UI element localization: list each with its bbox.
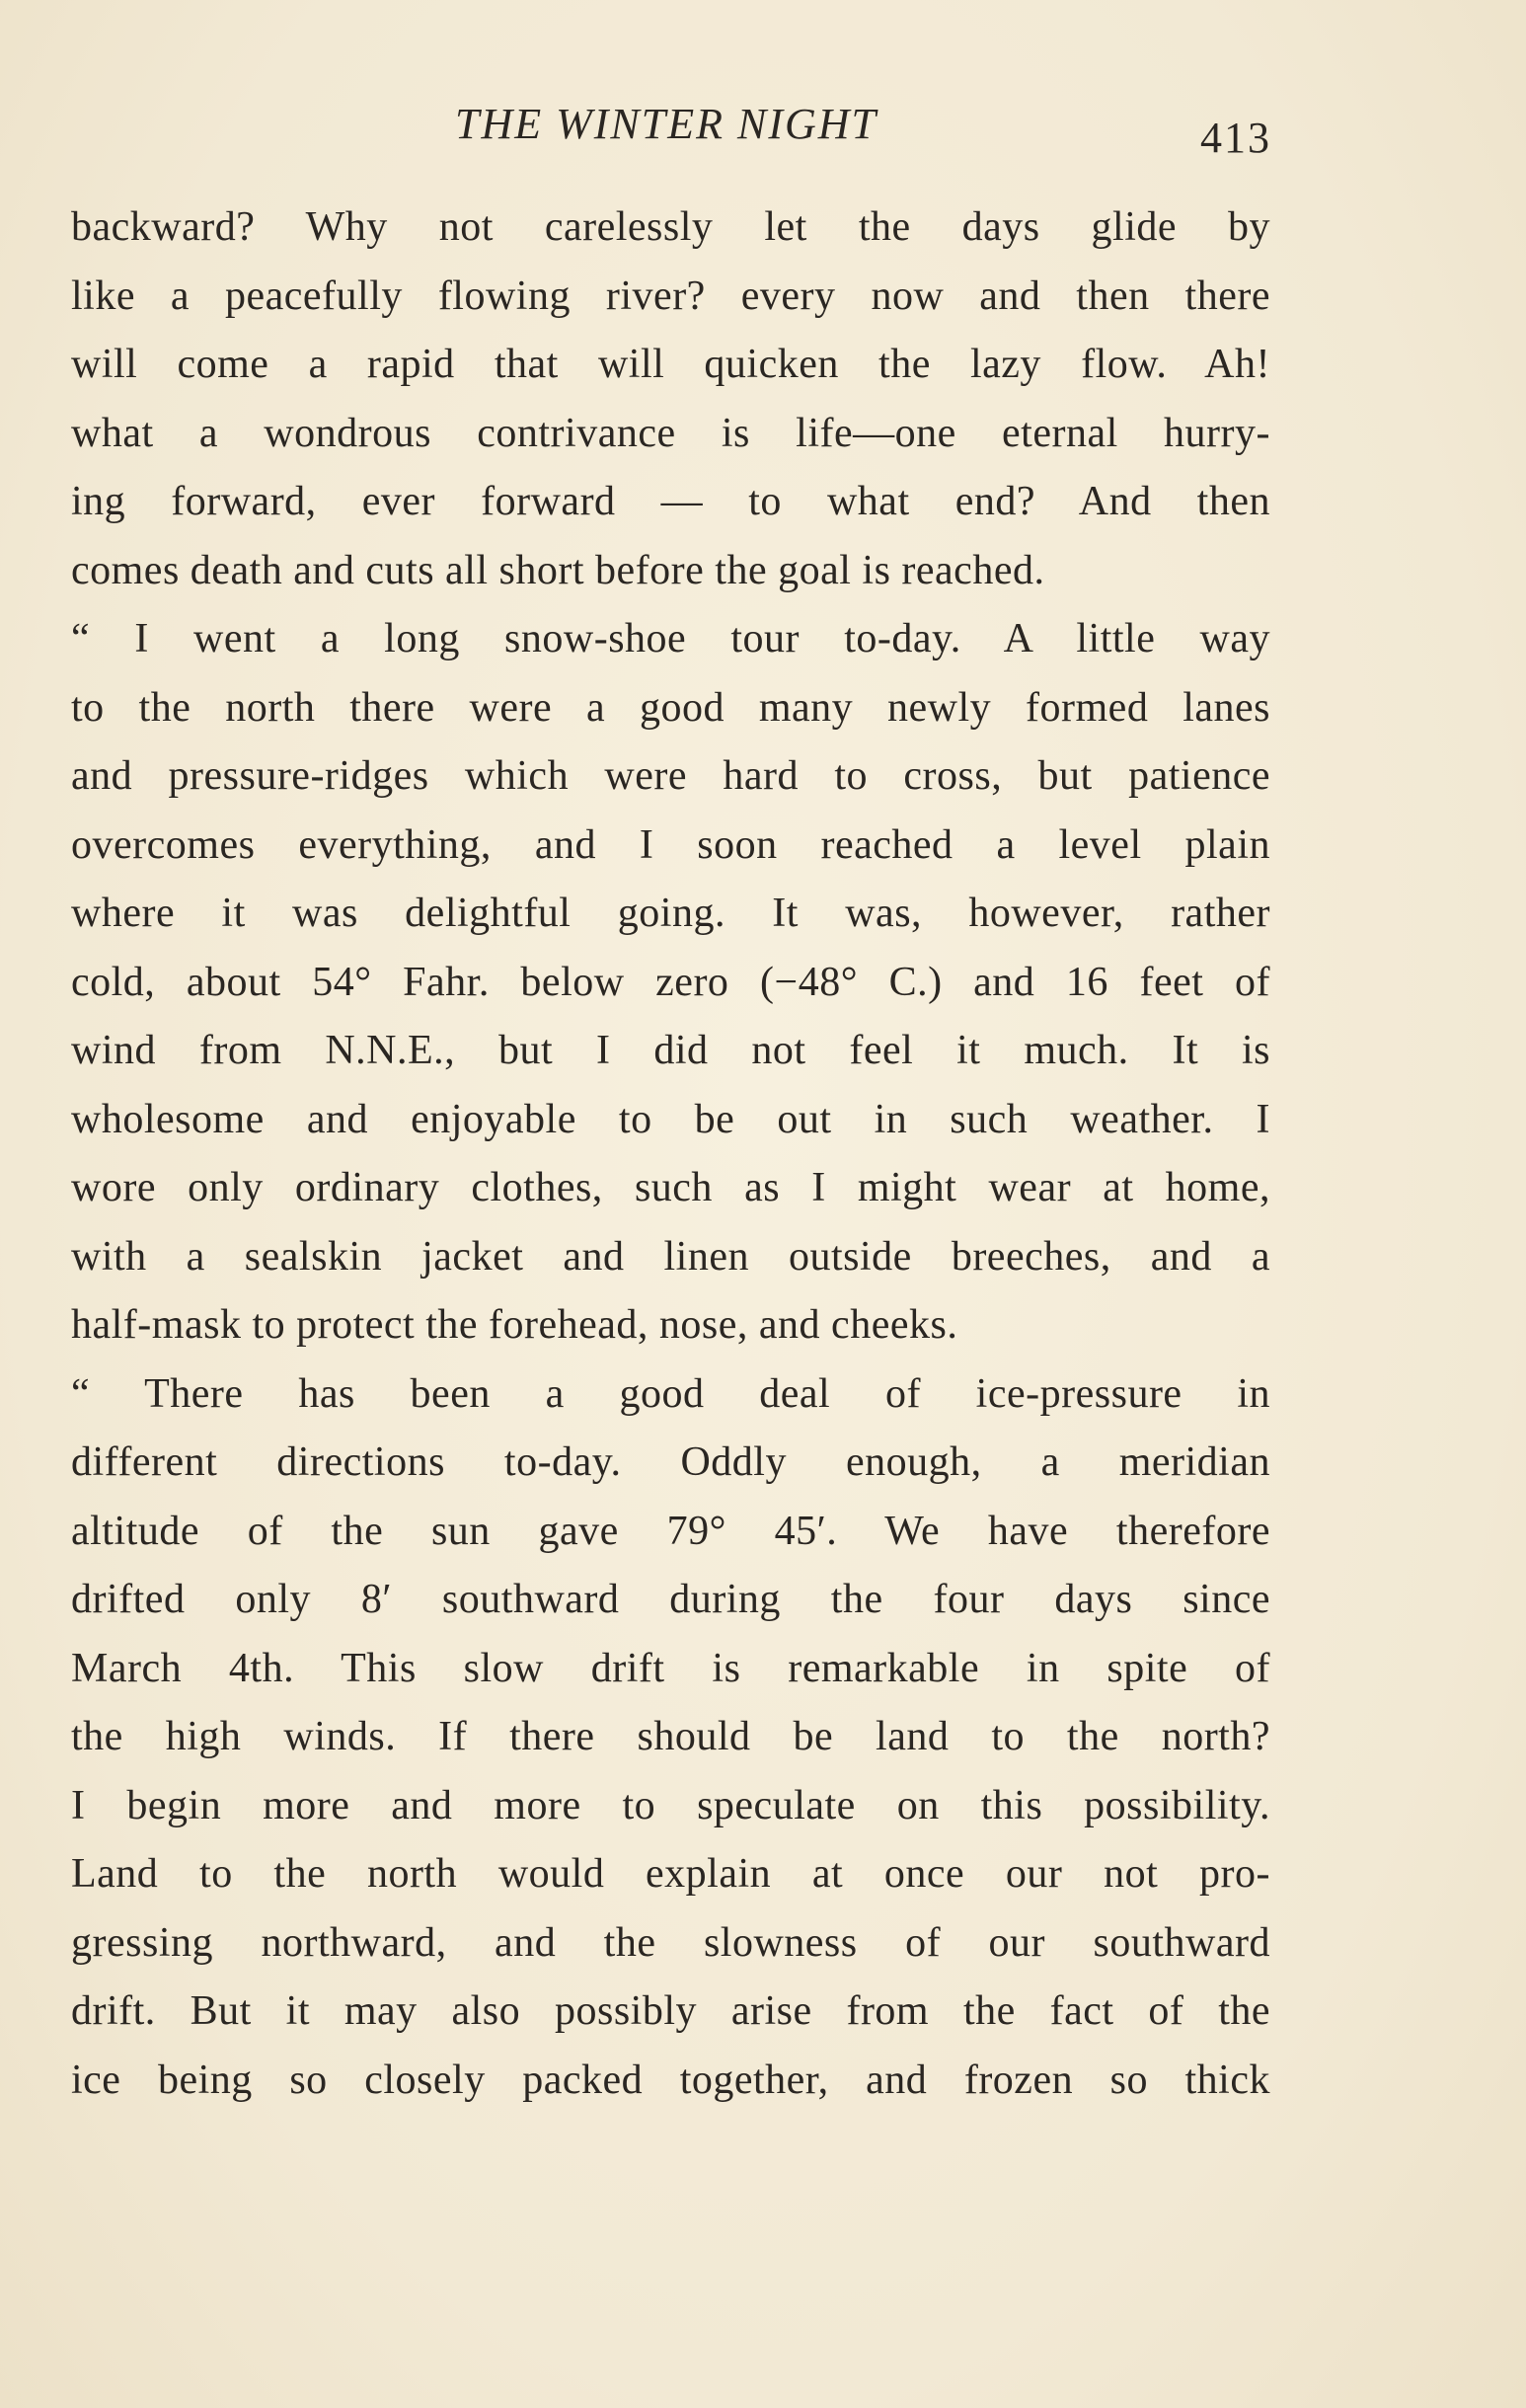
running-head (69, 99, 1271, 162)
text-line: drifted only 8′ southward during the four days since (71, 1577, 1270, 1622)
text-line: to the north there were a good many newly formed lanes (71, 684, 1270, 731)
text-line: I begin more and more to speculate on this possibility. (71, 1782, 1270, 1828)
text-line: ing forward, ever forward — to what end? And then (71, 479, 1270, 524)
text-line: “ There has been a good deal of ice-pressure in (71, 1370, 1270, 1417)
text-line: like a peacefully flowing river? every now and then there (71, 272, 1270, 319)
text-line: overcomes everything, and I soon reached a level plain (71, 821, 1270, 868)
text-line: different directions to-day. Oddly enough, a meridian (71, 1439, 1270, 1485)
text-line: wore only ordinary clothes, such as I might wear at home, (71, 1165, 1270, 1210)
text-line: drift. But it may also possibly arise from the fact of the (71, 1988, 1270, 2034)
text-line: and pressure-ridges which were hard to cross, but patience (71, 753, 1270, 799)
text-line: cold, about 54° Fahr. below zero (−48° C.) and 16 feet of (71, 959, 1270, 1005)
text-line: what a wondrous contrivance is life—one eternal hurry- (71, 410, 1270, 456)
text-line: gressing northward, and the slowness of our southward (71, 1919, 1270, 1966)
text-line: half-mask to protect the forehead, nose, and cheeks. (71, 1302, 958, 1348)
body-text (71, 194, 1270, 2115)
page-number: 413 (1200, 114, 1271, 162)
text-line: Land to the north would explain at once our not pro- (71, 1851, 1270, 1897)
text-line: where it was delightful going. It was, however, rather (71, 891, 1270, 936)
text-line: wholesome and enjoyable to be out in such weather. I (71, 1096, 1270, 1142)
text-line: with a sealskin jacket and linen outside breeches, and a (71, 1233, 1270, 1280)
text-line: altitude of the sun gave 79° 45′. We have therefore (71, 1508, 1270, 1554)
text-line: comes death and cuts all short before the goal is reached. (71, 547, 1045, 593)
text-line: wind from N.N.E., but I did not feel it much. It is (71, 1028, 1270, 1073)
text-line: the high winds. If there should be land to the north? (71, 1714, 1270, 1759)
text-line: backward? Why not carelessly let the days glide by (71, 204, 1270, 250)
text-line: ice being so closely packed together, and frozen so thick (71, 2057, 1270, 2103)
text-line: March 4th. This slow drift is remarkable in spite of (71, 1645, 1270, 1691)
running-title: THE WINTER NIGHT (454, 100, 878, 148)
text-line: “ I went a long snow-shoe tour to-day. A little way (71, 616, 1270, 661)
text-line: will come a rapid that will quicken the lazy flow. Ah! (71, 342, 1270, 387)
